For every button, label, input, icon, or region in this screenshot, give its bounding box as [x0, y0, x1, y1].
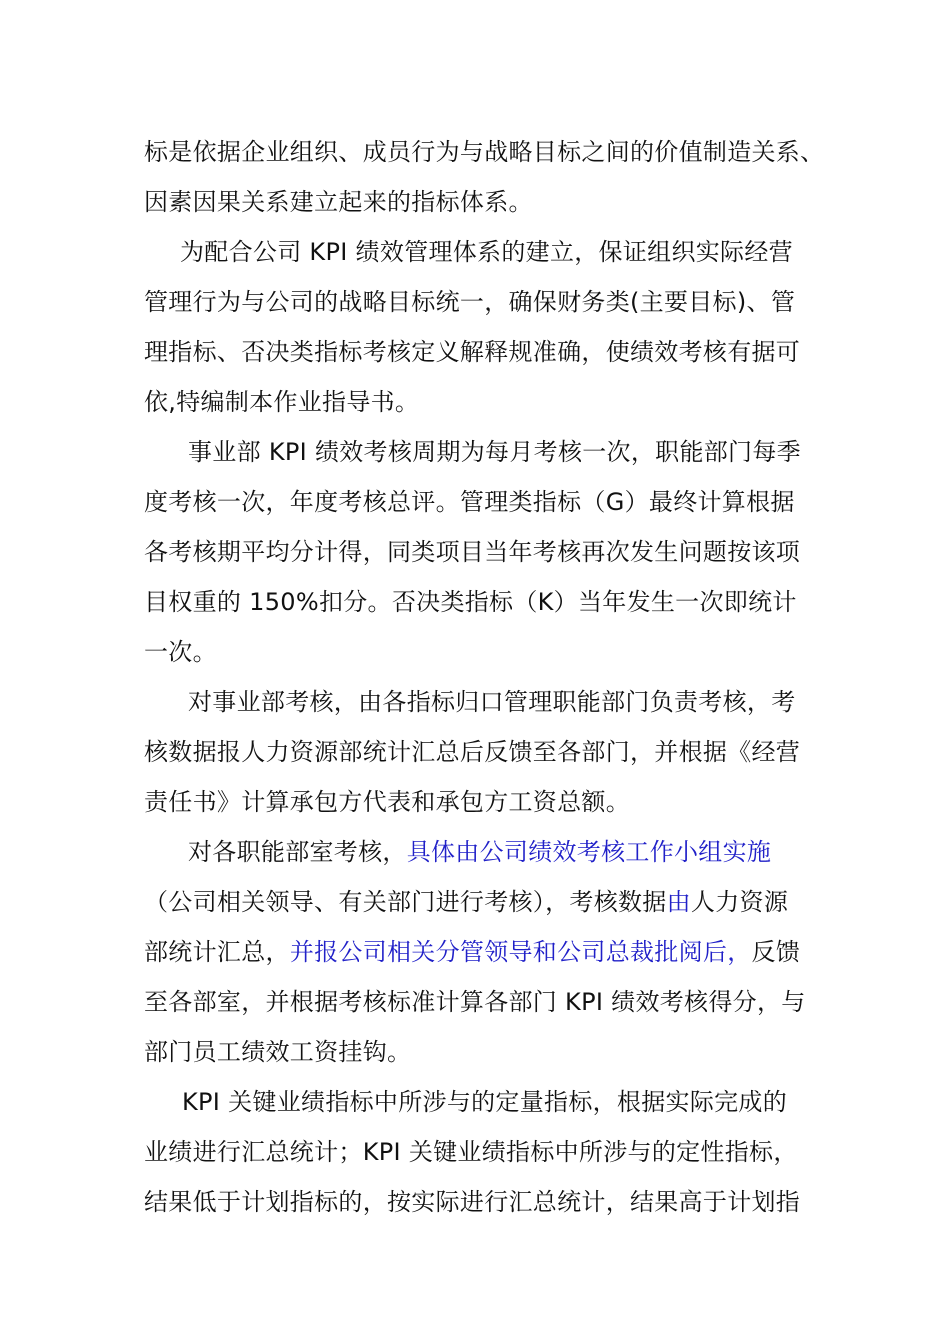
text-segment: （公司相关领导、有关部门进行考核），考核数据: [144, 888, 667, 916]
text-segment: 人力资源: [690, 888, 789, 916]
text-segment: 部统计汇总，: [144, 938, 290, 966]
text-line: [144, 927, 800, 977]
text-line: 为配合公司 KPI 绩效管理体系的建立，保证组织实际经营: [180, 238, 793, 266]
text-line: [188, 827, 771, 877]
text-segment: 反馈: [751, 938, 801, 966]
text-line: 各考核期平均分计得，同类项目当年考核再次发生问题按该项: [144, 538, 801, 566]
text-line: 因素因果关系建立起来的指标体系。: [144, 188, 533, 216]
text-line: 理指标、否决类指标考核定义解释规准确，使绩效考核有据可: [144, 338, 801, 366]
text-line: 部门员工绩效工资挂钩。: [144, 1038, 412, 1066]
text-line: 事业部 KPI 绩效考核周期为每月考核一次，职能部门每季: [188, 438, 801, 466]
text-line: KPI 关键业绩指标中所涉与的定量指标，根据实际完成的: [182, 1088, 788, 1116]
text-line: 责任书》计算承包方代表和承包方工资总额。: [144, 788, 630, 816]
text-line: 管理行为与公司的战略目标统一，确保财务类(主要目标)、管: [144, 288, 796, 316]
text-line: 一次。: [144, 638, 217, 666]
highlighted-text: 由: [666, 888, 691, 916]
highlighted-text: 具体由公司绩效考核工作小组实施: [406, 838, 772, 866]
text-line: 目权重的 150%扣分。否决类指标（K）当年发生一次即统计: [144, 588, 797, 616]
text-line: 对事业部考核，由各指标归口管理职能部门负责考核，考: [188, 688, 796, 716]
text-line: 至各部室，并根据考核标准计算各部门 KPI 绩效考核得分，与: [144, 988, 806, 1016]
text-line: 结果低于计划指标的，按实际进行汇总统计，结果高于计划指: [144, 1188, 801, 1216]
text-line: 业绩进行汇总统计；KPI 关键业绩指标中所涉与的定性指标，: [144, 1138, 798, 1166]
text-segment: 对各职能部室考核，: [188, 838, 407, 866]
text-line: 度考核一次，年度考核总评。管理类指标（G）最终计算根据: [144, 488, 795, 516]
text-line: 依,特编制本作业指导书。: [144, 388, 420, 416]
text-line: 核数据报人力资源部统计汇总后反馈至各部门，并根据《经营: [144, 738, 801, 766]
highlighted-text: 并报公司相关分管领导和公司总裁批阅后，: [289, 938, 752, 966]
text-line: [144, 877, 788, 927]
text-line: 标是依据企业组织、成员行为与战略目标之间的价值制造关系、: [144, 138, 825, 166]
